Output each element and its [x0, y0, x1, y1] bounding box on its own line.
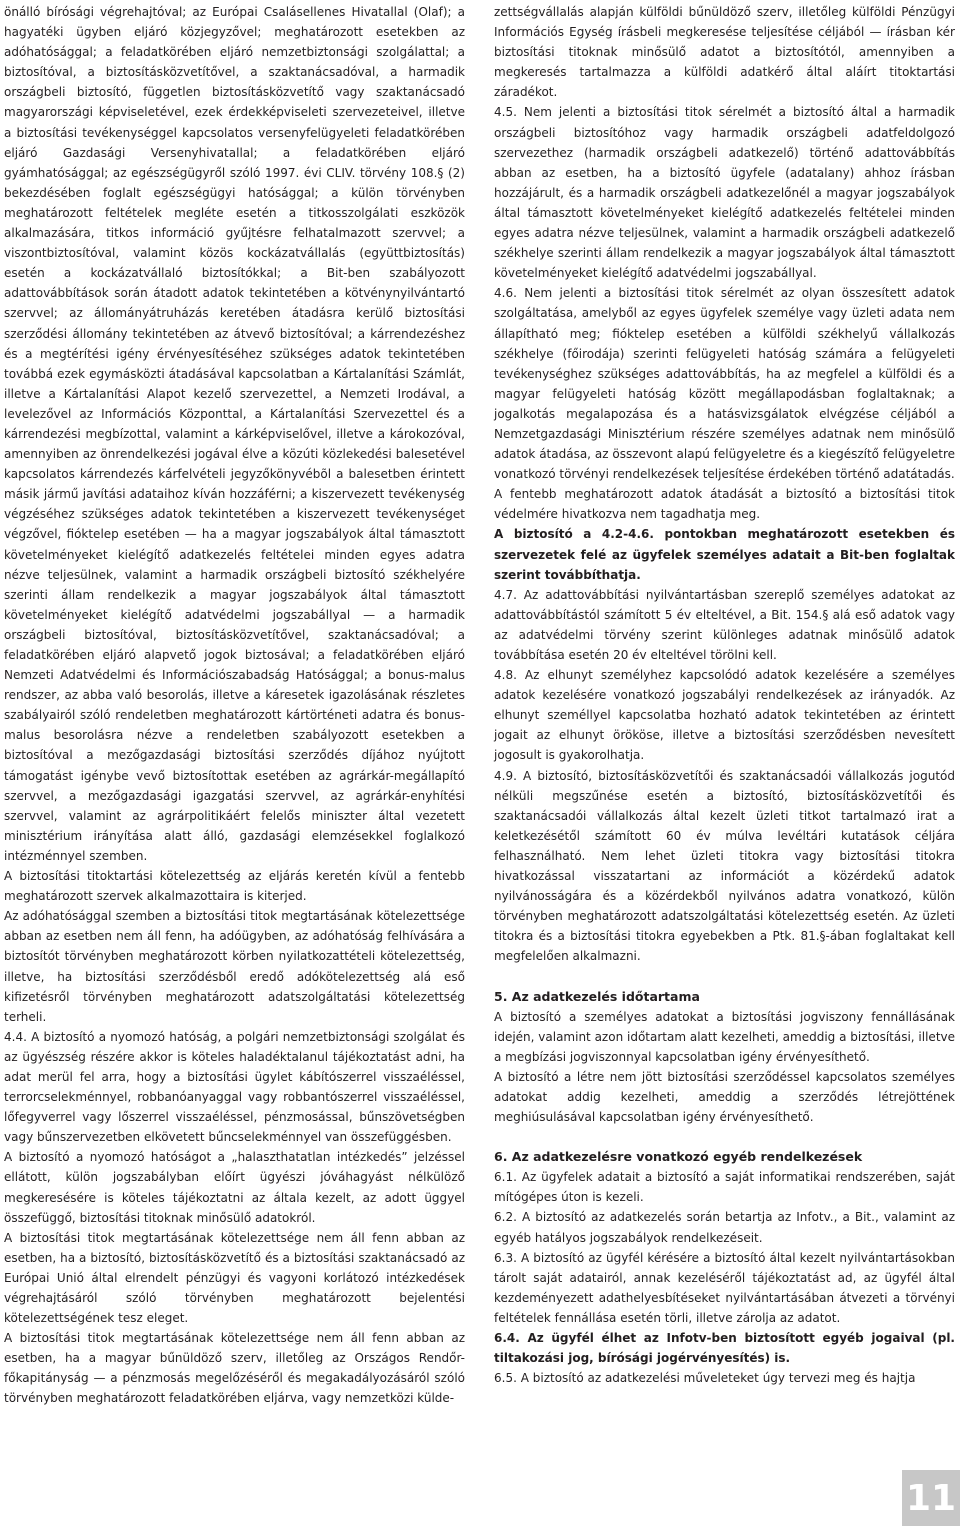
bold-paragraph: 6.4. Az ügyfél élhet az Infotv-ben biztosított egyéb jogaival (pl. tiltakozási jog, bírósági jogérvényesítés) is.	[494, 1331, 955, 1366]
paragraph: 6.3. A biztosító az ügyfél kérésére a biztosító által kezelt nyilvántartásokban tárolt saját adatairól, annak kezeléséről tájékoztatást ad, az ügyfél által kezdeményezett adathelyesbítéseket nyilvántartásában átvezeti a törvényi feltételek fennállása esetén törli, illetve zárolja az adatot.	[494, 1250, 955, 1325]
paragraph: önálló bírósági végrehajtóval; az Európai Csalásellenes Hivatallal (Olaf); a hagyatéki ügyben eljáró közjegyzővel; meghatározott esetekben az adóhatósággal; a feladatkörében eljáró nemzetbiztonsági szolgálattal; a biztosítóval, a biztosításközvetítővel, a szaktanácsadóval, a harmadik országbeli biztosító, független biztosításközvetítő vagy szaktanácsadó magyarországi képviseletével, ezek érdekképviseleti szervezeteivel, illetve a biztosítási tevékenységgel kapcsolatos versenyfelügyeleti feladatkörében eljáró Gazdasági Versenyhivatallal; a feladatkörében eljáró gyámhatósággal; az egészségügyről szóló 1997. évi CLIV. törvény 108.§ (2) bekezdésében foglalt egészségügyi hatósággal; a külön törvényben meghatározott feltételek megléte esetén a titkosszolgálati eszközök alkalmazására, titkos információ gyűjtésre felhatalmazott szervvel; a viszontbiztosítóval, valamint közös kockázatvállalás (együttbiztosítás) esetén a kockázatvállaló biztosítókkal; a Bit-ben szabályozott adattovábbítások során átadott adatok tekintetében a kötvénynyilvántartó szervvel; az állományátruházás keretében átadásra kerülő biztosítási szerződési állomány tekintetében az átvevő biztosítóval; a kárrendezéshez és a megtérítési igény érvényesítéséhez szükséges adatok tekintetében továbbá ezek egymásközti átadásával kapcsolatban a Kártalanítási Számlát, illetve a Kártalanítási Alapot kezelő szervezettel, a Nemzeti Irodával, a levelezővel az Információs Központtal, a Kártalanítási Szervezettel és a kárrendezési megbízottal, valamint a kárképviselővel, illetve a károkozóval, amennyiben az önrendelkezési jogával élve a közúti közlekedési balesetével kapcsolatos kárrendezés kárfelvételi jegyzőkönyvébõl a balesetben érintett másik jármű javítási adataihoz kíván hozzáférni; a kiszervezett tevékenység végzéséhez szükséges adatok tekintetében a kiszervezett tevékenységet végzővel, fióktelep esetében — ha a magyar jogszabályok által támasztott követelményeket kielégítő adatkezelés feltételei minden egyes adatra nézve teljesülnek, valamint a harmadik országbeli biztosító székhelyére szerinti állam rendelkezik a magyar jogszabályok által támasztott követelményeket kielégítő adatvédelmi jogszabállyal — a harmadik országbeli biztosítóval, biztosításközvetítővel, szaktanácsadóval; a feladatkörében eljáró alapvető jogok biztosával; a feladatkörében eljáró Nemzeti Adatvédelmi és Információszabadság Hatósággal; a bonus-malus rendszer, az abba való besorolás, illetve a káresetek igazolásának részletes szabályairól szóló rendeletben meghatározott kártörténeti adatra és bonus-malus besorolásra nézve a rendeletben szabályozott esetekben a biztosítóval a mezőgazdasági biztosítási szerződés díjához nyújtott támogatást igénybe vevő biztosítottak esetében az agrárkár-megállapító szervvel, a mezőgazdasági igazgatási szervvel, az agrárkár-enyhítési szervvel, valamint az agrárpolitikáért felelős miniszter által vezetett minisztérium irányítása alatt álló, gazdasági elemzésekkel foglalkozó intézménnyel szemben.	[4, 5, 465, 863]
paragraph: Az adóhatósággal szemben a biztosítási titok megtartásának kötelezettsége abban az esetben nem áll fenn, ha adóügyben, az adóhatóság felhívására a biztosítót törvényben meghatározott körben nyilatkozattételi kötelezettség, illetve, ha biztosítási szerződésből eredő adókötelezettség alá eső kifizetésről törvényben meghatározott adatszolgáltatási kötelezettség terheli.	[4, 909, 465, 1024]
paragraph: 4.7. Az adattovábbítási nyilvántartásban szereplő személyes adatokat az adattovábbítástól számított 5 év elteltével, a Bit. 154.§ alá eső adatok vagy az adatvédelmi törvény szerint különleges adatnak minősülő adatok továbbítása esetén 20 év elteltével törölni kell.	[494, 587, 955, 662]
section-heading: 5. Az adatkezelés időtartama	[494, 988, 700, 1004]
paragraph: 6.1. Az ügyfelek adatait a biztosító a saját informatikai rendszerében, saját mítógépes úton is kezeli.	[494, 1170, 955, 1205]
paragraph: 4.4. A biztosító a nyomozó hatóság, a polgári nemzetbiztonsági szolgálat és az ügyészség részére akkor is köteles haladéktalanul tájékoztatást adni, ha adat merül fel arra, hogy a biztosítási ügylet kábítószerrel visszaéléssel, terrorcselekménnyel, robbanóanyaggal vagy robbantószerrel visszaéléssel, lőfegyverrel vagy lőszerrel visszaéléssel, pénzmosással, bűnszövetségben vagy bűnszervezetben elkövetett bűncselekménnyel van összefüggésben.	[4, 1029, 465, 1145]
right-column	[494, 2, 955, 1388]
paragraph: A biztosítási titoktartási kötelezettség az eljárás keretén kívül a fentebb meghatározott szervek alkalmazottaira is kiterjed.	[4, 869, 465, 904]
left-column	[4, 2, 465, 1409]
paragraph: A biztosítási titok megtartásának kötelezettsége nem áll fenn abban az esetben, ha a magyar bűnüldöző szerv, illetőleg az Országos Rendőr-főkapitányság — a pénzmosás megelőzéséről és megakadályozásáról szóló törvényben meghatározott feladatkörében eljárva, vagy nemzetközi külde-	[4, 1331, 465, 1406]
paragraph: A biztosítási titok megtartásának kötelezettsége nem áll fenn abban az esetben, ha a biztosító, biztosításközvetítő és a biztosítási szaktanácsadó az Európai Unió által elrendelt pénzügyi és vagyoni korlátozó intézkedések végrehajtásáról szóló törvényben meghatározott bejelentési kötelezettségének tesz eleget.	[4, 1230, 465, 1326]
paragraph: A biztosító a személyes adatokat a biztosítási jogviszony fennállásának idején, valamint azon időtartam alatt kezelheti, ameddig a biztosítási, illetve a megbízási jogviszonnyal kapcsolatban igény érvényesíthető.	[494, 1009, 956, 1064]
section-heading: 6. Az adatkezelésre vonatkozó egyéb rendelkezések	[494, 1149, 863, 1165]
paragraph: 6.5. A biztosító az adatkezelési műveleteket úgy tervezi meg és hajtja	[494, 1371, 916, 1386]
paragraph: 6.2. A biztosító az adatkezelés során betartja az Infotv., a Bit., valamint az egyéb hatályos jogszabályok rendelkezéseit.	[494, 1210, 955, 1245]
paragraph: 4.5. Nem jelenti a biztosítási titok sérelmét a biztosító által a harmadik országbeli biztosítóhoz vagy harmadik országbeli adatfeldolgozó szervezethez (harmadik országbeli adatkezelő) történő adattovábbítás abban az esetben, ha a biztosító ügyfele (adatalany) ahhoz írásban hozzájárult, és a harmadik országbeli adatkezelőnél a magyar jogszabályok által támasztott követelményeket kielégítő adatkezelés feltételei minden egyes adatra nézve teljesülnek, valamint a harmadik országbeli adatkezelő székhelye szerinti állam rendelkezik a magyar jogszabályok által támasztott követelményeket kielégítő adatvédelmi jogszabállyal.	[494, 105, 955, 281]
paragraph: A biztosító a nyomozó hatóságot a „halaszthatatlan intézkedés” jelzéssel ellátott, külön jogszabályban előírt ügyészi jóváhagyást nélkülöző megkeresésére is köteles tájékoztatni az általa kezelt, az adott üggyel összefüggő, biztosítási titoknak minősülő adatokról.	[4, 1150, 465, 1225]
page-number: 11	[902, 1470, 960, 1526]
paragraph: 4.9. A biztosító, biztosításközvetítői és szaktanácsadói vállalkozás jogutód nélküli megszűnése esetén a biztosító, biztosításközvetítői és szaktanácsadói vállalkozás által kezelt üzleti titkot tartalmazó irat a keletkezésétől számított 60 év múlva levéltári kutatások céljára felhasználható. Nem lehet üzleti titokra vagy biztosítási titokra hivatkozással visszatartani az információt a közérdekű adatok nyilvánosságára és a közérdekből nyilvános adatra vonatkozó, külön törvényben meghatározott adatszolgáltatási kötelezettség esetén. Az üzleti titokra és a biztosítási titokra egyebekben a Ptk. 81.§-ában foglaltakat kell megfelelően alkalmazni.	[494, 768, 955, 964]
paragraph: zettségvállalás alapján külföldi bűnüldöző szerv, illetőleg külföldi Pénzügyi Információs Egység írásbeli megkeresése teljesítése céljából — írásban kér biztosítási titoknak minősülő adatot a biztosítótól, amennyiben a megkeresés tartalmazza a külföldi adatkérő által aláírt titoktartási záradékot.	[494, 5, 955, 100]
paragraph: A fentebb meghatározott adatok átadását a biztosító a biztosítási titok védelmére hivatkozva nem tagadhatja meg.	[494, 487, 955, 522]
bold-paragraph: A biztosító a 4.2-4.6. pontokban meghatározott esetekben és szervezetek felé az ügyfelek személyes adatait a Bit-ben foglaltak szerint továbbíthatja.	[494, 527, 955, 582]
paragraph: 4.8. Az elhunyt személyhez kapcsolódó adatok kezelésére a személyes adatok kezelésére vonatkozó jogszabályi rendelkezések az irányadók. Az elhunyt személlyel kapcsolatba hozható adatok tekintetében az érintett jogait az elhunyt örököse, illetve a biztosítási szerződésben nevesített jogosult is gyakorolhatja.	[494, 668, 955, 763]
paragraph: A biztosító a létre nem jött biztosítási szerződéssel kapcsolatos személyes adatokat addig kezelheti, ameddig a szerződés létrejöttének meghiúsulásával kapcsolatban igény érvényesíthető.	[494, 1069, 955, 1125]
paragraph: 4.6. Nem jelenti a biztosítási titok sérelmét az olyan összesített adatok szolgáltatása, amelyből az egyes ügyfelek személye vagy üzleti adata nem állapítható meg; fióktelep esetében a külföldi székhelyű vállalkozás székhelye (főirodája) szerinti felügyeleti hatóság számára a felügyeleti tevékenységhez szükséges adattovábbítás, ha az megfelel a külföldi és a magyar felügyeleti hatóság között megállapodásban foglaltaknak; a jogalkotás megalapozása és a hatásvizsgálatok elvégzése céljából a Nemzetgazdasági Minisztérium részére személyes adatnak nem minősülő adatok átadása, az összevont alapú felügyeletre és a kiegészítő felügyeletre vonatkozó törvényi rendelkezések teljesítése érdekében történő adatátadás.	[494, 286, 955, 482]
